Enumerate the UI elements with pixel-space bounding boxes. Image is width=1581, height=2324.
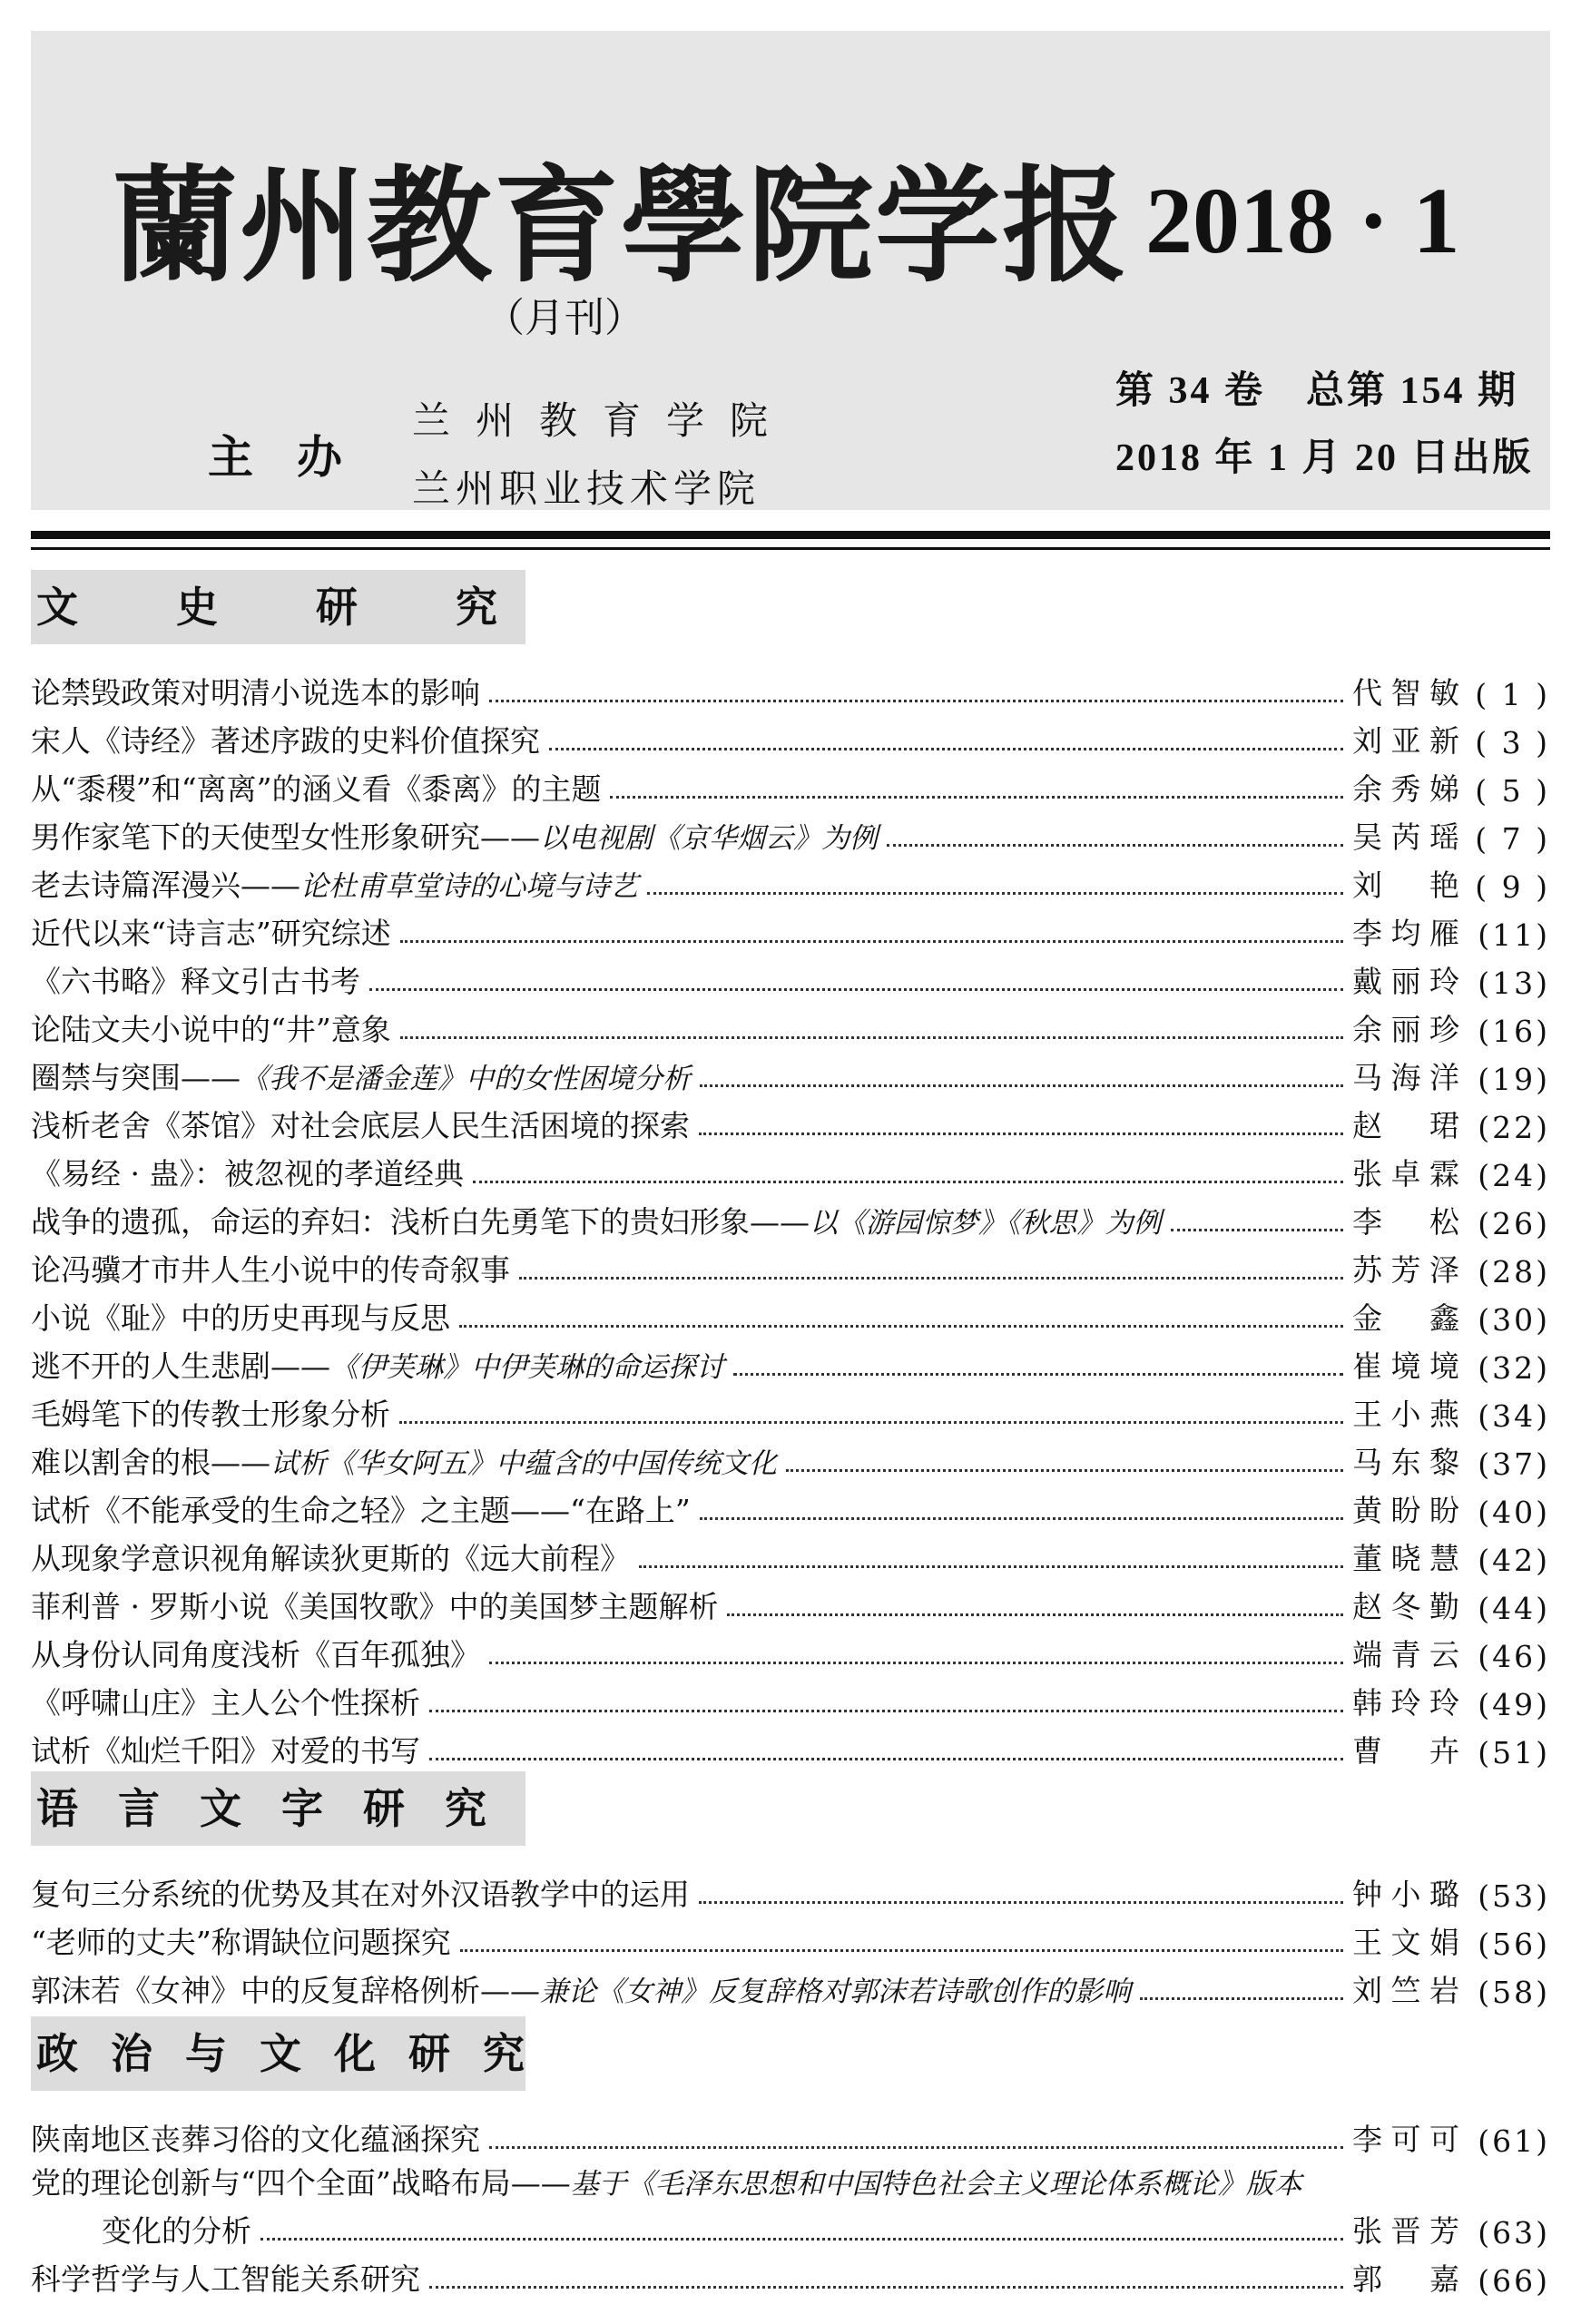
- toc-entry[interactable]: [31, 1530, 1550, 1578]
- toc-entry-page: (44): [1478, 1591, 1550, 1626]
- toc-entry-main-title: 郭沫若《女神》中的反复辞格例析——: [31, 1973, 540, 2008]
- toc-entry-title: [31, 1728, 420, 1770]
- toc-entry-page: (58): [1478, 1975, 1550, 2010]
- volume-line: 第 34 卷 总第 154 期: [1115, 370, 1519, 412]
- toc-entry[interactable]: [31, 1962, 1550, 2010]
- dot-leader: [400, 940, 1343, 943]
- toc-entry[interactable]: [31, 1578, 1550, 1626]
- toc-entry-author: 李松: [1352, 1204, 1459, 1240]
- toc-entry-main-title: 逃不开的人生悲剧——: [31, 1348, 330, 1384]
- toc-entry[interactable]: [31, 2159, 1550, 2202]
- header-divider-thick: [31, 531, 1550, 539]
- dot-leader: [473, 1181, 1343, 1183]
- toc-entry-title: [31, 1535, 630, 1578]
- toc-entry-main-title: 科学哲学与人工智能关系研究: [31, 2261, 420, 2297]
- toc-entry[interactable]: [31, 664, 1550, 712]
- toc-entry-main-title: 宋人《诗经》著述序跋的史料价值探究: [31, 723, 540, 759]
- toc-entry-main-title: 复句三分系统的优势及其在对外汉语教学中的运用: [31, 1877, 690, 1912]
- toc-entry-subtitle: 以电视剧《京华烟云》为例: [540, 822, 878, 855]
- toc-entry-author: 余秀娣: [1352, 771, 1459, 807]
- toc-entry-main-title: 小说《耻》中的历史再现与反思: [31, 1300, 450, 1336]
- toc-entry-title: [31, 1967, 1131, 2010]
- toc-entry-author: 赵珺: [1352, 1108, 1459, 1143]
- toc-entry[interactable]: [31, 1626, 1550, 1674]
- dot-leader: [700, 1084, 1343, 1087]
- dot-leader: [459, 1325, 1343, 1328]
- toc-entry-title: [31, 1871, 690, 1914]
- toc-entry-title: [31, 1247, 510, 1289]
- sponsor-list: [412, 387, 793, 523]
- dot-leader: [489, 1662, 1343, 1664]
- toc-entry[interactable]: [31, 1482, 1550, 1530]
- toc-entry-main-title: 从身份认同角度浅析《百年孤独》: [31, 1637, 480, 1672]
- toc-entry-main-title: 从现象学意识视角解读狄更斯的《远大前程》: [31, 1541, 630, 1576]
- toc-entry-title: [31, 2116, 480, 2159]
- toc-entry-title: [31, 1584, 718, 1626]
- section-title: 语言文字研究: [31, 1771, 525, 1846]
- toc-entry-main-title: 论冯骥才市井人生小说中的传奇叙事: [31, 1252, 510, 1288]
- toc-entry-author: 端青云: [1352, 1637, 1459, 1672]
- toc-entry-page: (32): [1478, 1350, 1550, 1386]
- publication-date: 2018 年 1 月 20 日出版: [1115, 437, 1534, 479]
- toc-entry-main-title: “老师的丈夫”称谓缺位问题探究: [31, 1925, 451, 1960]
- toc-entry[interactable]: [31, 1386, 1550, 1434]
- toc-entry-main-title: 陕南地区丧葬习俗的文化蕴涵探究: [31, 2122, 480, 2157]
- toc-entry-author: 余丽珍: [1352, 1012, 1459, 1047]
- toc-entry[interactable]: [31, 1049, 1550, 1097]
- toc-entry-author: 戴丽玲: [1352, 964, 1459, 999]
- toc-entry-main-title: 论陆文夫小说中的“井”意象: [31, 1012, 391, 1047]
- toc-entry-main-title: 《呼啸山庄》主人公个性探析: [31, 1685, 420, 1721]
- toc-entry-main-title: 变化的分析: [102, 2213, 251, 2249]
- toc-entry-author: 李可可: [1352, 2122, 1459, 2157]
- toc-entry[interactable]: [31, 1434, 1550, 1482]
- toc-entry-main-title: 战争的遗孤，命运的弃妇：浅析白先勇笔下的贵妇形象——: [31, 1204, 810, 1240]
- toc-entry-title: [31, 1295, 450, 1338]
- toc-entry[interactable]: [31, 1914, 1550, 1962]
- volume-info: [1115, 358, 1534, 492]
- toc-entry-title: [31, 1006, 391, 1049]
- toc-entry-page: (49): [1478, 1687, 1550, 1722]
- toc-entry-main-title: 男作家笔下的天使型女性形象研究——: [31, 819, 540, 855]
- dot-leader: [699, 1901, 1343, 1904]
- toc-entry-page: (63): [1478, 2215, 1550, 2250]
- toc-entry-title: [31, 1103, 690, 1145]
- toc-entry-page: ( 9 ): [1475, 869, 1550, 905]
- toc-entry-author: 金鑫: [1352, 1300, 1459, 1336]
- dot-leader: [260, 2238, 1343, 2241]
- toc-entry[interactable]: [31, 953, 1550, 1001]
- toc-entry-main-title: 试析《不能承受的生命之轻》之主题——“在路上”: [31, 1493, 691, 1528]
- toc-entry-title: [31, 2208, 251, 2250]
- toc-entry-title: [31, 1151, 464, 1193]
- toc-entry[interactable]: [31, 2111, 1550, 2159]
- journal-masthead: 蘭州教育學院学报: [113, 152, 1130, 299]
- toc-entry[interactable]: [31, 857, 1550, 905]
- issue-number: 2018 · 1: [1145, 169, 1460, 273]
- toc-list: [31, 1866, 1550, 2010]
- toc-entry-main-title: 菲利普 · 罗斯小说《美国牧歌》中的美国梦主题解析: [31, 1589, 719, 1624]
- toc-entry-author: 张晋芳: [1352, 2213, 1459, 2249]
- toc-entry-page: (13): [1478, 966, 1550, 1001]
- toc-entry-main-title: 难以割舍的根——: [31, 1445, 270, 1480]
- toc-entry-title: [31, 1919, 451, 1962]
- toc-entry-subtitle: 试析《华女阿五》中蕴含的中国传统文化: [270, 1447, 777, 1480]
- dot-leader: [699, 1133, 1343, 1135]
- toc-entry-author: 吴芮瑶: [1352, 819, 1459, 855]
- toc-entry[interactable]: [31, 2250, 1550, 2299]
- sponsor-label: 主办: [208, 430, 386, 484]
- toc-entry-title: [31, 958, 360, 1001]
- toc-entry-subtitle: 基于《毛泽东思想和中国特色社会主义理论体系概论》版本: [570, 2168, 1302, 2201]
- toc-entry-title: [31, 1054, 691, 1097]
- dot-leader: [400, 1036, 1343, 1039]
- dot-leader: [519, 1277, 1343, 1280]
- toc-entry-main-title: 毛姆笔下的传教士形象分析: [31, 1397, 390, 1432]
- toc-entry-main-title: 近代以来“诗言志”研究综述: [31, 916, 391, 951]
- toc-entry-author: 钟小璐: [1352, 1877, 1459, 1912]
- toc-entry-title: [31, 2256, 420, 2299]
- toc-entry-title: [31, 1199, 1162, 1241]
- toc-entry-page: ( 5 ): [1475, 773, 1550, 809]
- toc-entry-title: [31, 910, 391, 953]
- toc-entry-page: (22): [1478, 1110, 1550, 1145]
- toc-entry-title: [31, 766, 601, 809]
- toc-entry-main-title: 浅析老舍《茶馆》对社会底层人民生活困境的探索: [31, 1108, 690, 1143]
- toc-entry-author: 黄盼盼: [1352, 1493, 1459, 1528]
- toc-entry-title: [31, 1632, 480, 1674]
- toc-entry-title: [31, 1391, 390, 1434]
- toc-entry-title: [31, 2160, 1311, 2202]
- section-title: 政治与文化研究: [31, 2016, 525, 2091]
- dot-leader: [610, 796, 1343, 799]
- toc-entry-author: 刘亚新: [1352, 723, 1459, 759]
- toc-entry-title: [31, 1343, 724, 1386]
- toc-entry-page: (37): [1478, 1446, 1550, 1482]
- toc-entry-author: 马东黎: [1352, 1445, 1459, 1480]
- toc-entry[interactable]: [31, 1145, 1550, 1193]
- dot-leader: [399, 1421, 1343, 1424]
- toc-entry[interactable]: [31, 1001, 1550, 1049]
- sponsor-name: 兰州职业技术学院: [412, 466, 761, 511]
- toc-entry-author: 张卓霖: [1352, 1156, 1459, 1191]
- header-divider-thin: [31, 547, 1550, 550]
- toc-entry[interactable]: [31, 1866, 1550, 1914]
- toc-entry-author: 苏芳泽: [1352, 1252, 1459, 1288]
- toc-entry-subtitle: 论杜甫草堂诗的心境与诗艺: [300, 870, 638, 903]
- toc-entry-subtitle: 《我不是潘金莲》中的女性困境分析: [241, 1063, 691, 1095]
- toc-entry-page: (16): [1478, 1014, 1550, 1049]
- toc-entry-page: (24): [1478, 1158, 1550, 1193]
- toc-entry-author: 董晓慧: [1352, 1541, 1459, 1576]
- dot-leader: [647, 892, 1343, 895]
- toc-list: [31, 664, 1550, 1770]
- toc-entry-author: 代智敏: [1352, 675, 1459, 711]
- toc-entry-author: 赵冬勤: [1352, 1589, 1459, 1624]
- toc-entry-title: [31, 1439, 777, 1482]
- toc-entry-author: 郭嘉: [1352, 2261, 1459, 2297]
- toc-entry-main-title: 圈禁与突围——: [31, 1060, 241, 1095]
- toc-entry-page: ( 3 ): [1475, 725, 1550, 760]
- toc-entry-page: (28): [1478, 1254, 1550, 1289]
- dot-leader: [460, 1949, 1343, 1952]
- toc-section-politics-culture: [31, 2016, 1550, 2299]
- dot-leader: [369, 988, 1343, 991]
- toc-entry-main-title: 老去诗篇浑漫兴——: [31, 868, 300, 903]
- toc-entry-author: 曹卉: [1352, 1733, 1459, 1769]
- toc-entry-page: (66): [1478, 2263, 1550, 2299]
- toc-entry-page: ( 1 ): [1475, 677, 1550, 712]
- toc-entry-subtitle: 《伊芙琳》中伊芙琳的命运探讨: [330, 1351, 724, 1384]
- toc-entry[interactable]: [31, 1097, 1550, 1145]
- toc-entry[interactable]: [31, 905, 1550, 953]
- publication-frequency: （月刊）: [485, 295, 644, 341]
- dot-leader: [1140, 1997, 1343, 2000]
- toc-entry-author: 崔境境: [1352, 1348, 1459, 1384]
- toc-entry-title: [31, 670, 480, 712]
- toc-entry[interactable]: [31, 1674, 1550, 1722]
- toc-entry-page: (51): [1478, 1735, 1550, 1770]
- toc-entry-author: 刘竺岩: [1352, 1973, 1459, 2008]
- toc-entry-title: [31, 1680, 420, 1722]
- toc-entry-main-title: 从“黍稷”和“离离”的涵义看《黍离》的主题: [31, 771, 602, 807]
- toc-entry-main-title: 论禁毁政策对明清小说选本的影响: [31, 675, 480, 711]
- dot-leader: [429, 1758, 1343, 1760]
- toc-entry-page: (40): [1478, 1495, 1550, 1530]
- toc-entry-author: 王小燕: [1352, 1397, 1459, 1432]
- toc-entry[interactable]: [31, 2202, 1550, 2250]
- toc-section-literature-history: [31, 570, 1550, 1770]
- dot-leader: [429, 1710, 1343, 1712]
- toc-entry-title: [31, 1487, 691, 1530]
- toc-entry[interactable]: [31, 760, 1550, 809]
- toc-list: [31, 2111, 1550, 2299]
- toc-entry-author: 刘艳: [1352, 868, 1459, 903]
- toc-entry-subtitle: 以《游园惊梦》《秋思》为例: [810, 1207, 1162, 1240]
- toc-entry-author: 李均雁: [1352, 916, 1459, 951]
- toc-entry-main-title: 《六书略》释文引古书考: [31, 964, 360, 999]
- toc-entry[interactable]: [31, 712, 1550, 760]
- dot-leader: [700, 1517, 1343, 1520]
- toc-entry-subtitle: 兼论《女神》反复辞格对郭沫若诗歌创作的影响: [540, 1976, 1131, 2008]
- toc-entry-title: [31, 862, 638, 905]
- toc-entry-author: 韩玲玲: [1352, 1685, 1459, 1721]
- toc-section-linguistics: [31, 1771, 1550, 2010]
- toc-entry-title: [31, 718, 540, 760]
- toc-entry-main-title: 党的理论创新与“四个全面”战略布局——: [31, 2165, 571, 2201]
- toc-entry-page: (30): [1478, 1302, 1550, 1338]
- toc-entry[interactable]: [31, 1193, 1550, 1241]
- toc-entry-main-title: 《易经 · 蛊》：被忽视的孝道经典: [31, 1156, 464, 1191]
- toc-entry-page: (42): [1478, 1543, 1550, 1578]
- dot-leader: [549, 748, 1343, 750]
- toc-entry-page: (26): [1478, 1206, 1550, 1241]
- toc-entry-page: (11): [1478, 917, 1550, 953]
- journal-header: [31, 31, 1550, 510]
- toc-entry-page: (56): [1478, 1927, 1550, 1962]
- sponsor-name: 兰州教育学院: [412, 398, 794, 443]
- dot-leader: [733, 1373, 1343, 1376]
- toc-entry[interactable]: [31, 809, 1550, 857]
- toc-entry[interactable]: [31, 1338, 1550, 1386]
- toc-entry-page: (61): [1478, 2123, 1550, 2159]
- toc-entry[interactable]: [31, 1289, 1550, 1338]
- dot-leader: [489, 700, 1343, 702]
- dot-leader: [786, 1469, 1343, 1472]
- toc-entry-author: 马海洋: [1352, 1060, 1459, 1095]
- dot-leader: [887, 844, 1343, 847]
- section-title: 文史研究: [31, 570, 525, 644]
- toc-entry[interactable]: [31, 1241, 1550, 1289]
- dot-leader: [727, 1613, 1343, 1616]
- dot-leader: [429, 2286, 1343, 2289]
- toc-entry-title: [31, 814, 878, 857]
- dot-leader: [639, 1565, 1343, 1568]
- toc-entry-page: ( 7 ): [1475, 821, 1550, 857]
- toc-entry-page: (53): [1478, 1878, 1550, 1914]
- dot-leader: [489, 2146, 1343, 2149]
- toc-entry-page: (46): [1478, 1639, 1550, 1674]
- toc-entry-author: 王文娟: [1352, 1925, 1459, 1960]
- toc-entry[interactable]: [31, 1722, 1550, 1770]
- toc-entry-page: (19): [1478, 1062, 1550, 1097]
- dot-leader: [1171, 1229, 1344, 1231]
- toc-entry-page: (34): [1478, 1398, 1550, 1434]
- toc-entry-main-title: 试析《灿烂千阳》对爱的书写: [31, 1733, 420, 1769]
